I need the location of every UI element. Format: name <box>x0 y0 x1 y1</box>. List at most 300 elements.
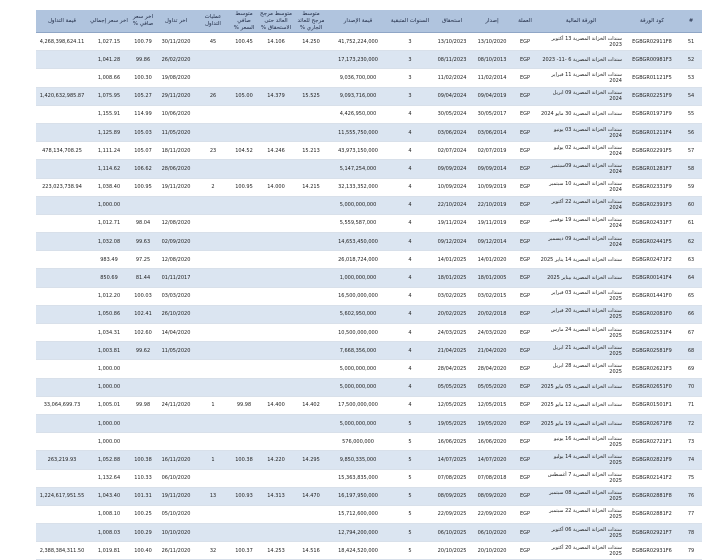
cell-weighted-ytm <box>258 123 294 141</box>
cell-last-trade-date <box>156 196 196 214</box>
cell-issue-date: 18/01/2005 <box>472 269 512 287</box>
cell-last-gross-price: 1,000.00 <box>88 414 130 432</box>
cell-currency: EGP <box>512 142 538 160</box>
cell-trade-value: 33,064,699.73 <box>36 396 88 414</box>
cell-last-net-price <box>130 433 156 451</box>
table-row <box>36 451 702 469</box>
cell-weighted-ytm <box>258 69 294 87</box>
cell-last-trade-date: 30/11/2020 <box>156 33 196 51</box>
cell-security-name: سندات الخزانة المصرية 19 نوفمبر 2024 <box>538 214 624 232</box>
cell-row-number: 61 <box>680 214 702 232</box>
cell-trade-value: 4,268,398,624.11 <box>36 33 88 51</box>
cell-last-trade-date: 14/04/2020 <box>156 324 196 342</box>
cell-weighted-current-yield <box>294 414 328 432</box>
cell-security-code: EGBGR02881F8 <box>624 487 680 505</box>
cell-last-net-price: 102.60 <box>130 324 156 342</box>
cell-weighted-ytm: 14.106 <box>258 33 294 51</box>
cell-security-code: EGBGR02331F9 <box>624 178 680 196</box>
cell-last-gross-price: 1,041.28 <box>88 51 130 69</box>
cell-last-trade-date: 26/11/2020 <box>156 542 196 560</box>
cell-remaining-years: 4 <box>388 287 432 305</box>
cell-issue-date: 09/09/2014 <box>472 160 512 178</box>
cell-security-name: سندات الخزانة المصرية 10 سبتمبر 2024 <box>538 178 624 196</box>
cell-security-code: EGBGR00141F4 <box>624 269 680 287</box>
cell-last-net-price: 106.62 <box>130 160 156 178</box>
table-header-row <box>36 10 702 33</box>
cell-issue-date: 16/06/2020 <box>472 433 512 451</box>
cell-trade-value <box>36 524 88 542</box>
cell-trade-count <box>196 287 230 305</box>
cell-security-name: سندات الخزانة المصرية 21 ابريل 2025 <box>538 342 624 360</box>
cell-last-gross-price: 1,050.86 <box>88 305 130 323</box>
cell-weighted-ytm <box>258 105 294 123</box>
cell-last-net-price: 100.25 <box>130 505 156 523</box>
cell-row-number: 69 <box>680 360 702 378</box>
table-row <box>36 196 702 214</box>
cell-weighted-current-yield: 14.295 <box>294 451 328 469</box>
cell-weighted-ytm <box>258 414 294 432</box>
cell-issue-value: 5,000,000,000 <box>328 378 388 396</box>
cell-remaining-years: 4 <box>388 396 432 414</box>
cell-row-number: 72 <box>680 414 702 432</box>
cell-weighted-current-yield: 14.215 <box>294 178 328 196</box>
cell-weighted-ytm: 14.220 <box>258 451 294 469</box>
cell-last-net-price: 105.07 <box>130 142 156 160</box>
cell-security-code: EGBGR01501F1 <box>624 396 680 414</box>
cell-security-code: EGBGR02251F9 <box>624 87 680 105</box>
cell-last-trade-date: 02/09/2020 <box>156 233 196 251</box>
cell-issue-date: 03/06/2014 <box>472 123 512 141</box>
cell-issue-date: 19/11/2019 <box>472 214 512 232</box>
cell-last-gross-price: 1,132.64 <box>88 469 130 487</box>
table-row <box>36 396 702 414</box>
cell-row-number: 60 <box>680 196 702 214</box>
cell-currency: EGP <box>512 51 538 69</box>
cell-avg-net-price: 105.00 <box>230 87 258 105</box>
cell-trade-value <box>36 287 88 305</box>
cell-trade-count: 13 <box>196 487 230 505</box>
cell-trade-value <box>36 105 88 123</box>
cell-maturity-date: 14/07/2025 <box>432 451 472 469</box>
cell-remaining-years: 5 <box>388 487 432 505</box>
header-last-trade-date: اخر تداول <box>156 10 196 33</box>
cell-avg-net-price: 104.52 <box>230 142 258 160</box>
cell-weighted-ytm <box>258 360 294 378</box>
cell-trade-value: 1,224,617,951.55 <box>36 487 88 505</box>
cell-last-trade-date: 01/11/2017 <box>156 269 196 287</box>
cell-currency: EGP <box>512 414 538 432</box>
cell-issue-date: 03/02/2015 <box>472 287 512 305</box>
cell-currency: EGP <box>512 487 538 505</box>
cell-issue-date: 22/09/2020 <box>472 505 512 523</box>
cell-weighted-current-yield: 14.250 <box>294 33 328 51</box>
cell-security-name: سندات الخزانة المصرية 6 -11- 2023 <box>538 51 624 69</box>
cell-maturity-date: 10/09/2024 <box>432 178 472 196</box>
cell-row-number: 66 <box>680 305 702 323</box>
cell-currency: EGP <box>512 105 538 123</box>
cell-issue-date: 07/08/2018 <box>472 469 512 487</box>
cell-issue-value: 5,000,000,000 <box>328 414 388 432</box>
cell-row-number: 51 <box>680 33 702 51</box>
cell-avg-net-price: 100.38 <box>230 451 258 469</box>
cell-weighted-ytm <box>258 196 294 214</box>
cell-trade-count <box>196 414 230 432</box>
cell-last-trade-date <box>156 378 196 396</box>
cell-security-name: سندات الخزانة المصرية 20 أكتوبر 2025 <box>538 542 624 560</box>
cell-row-number: 54 <box>680 87 702 105</box>
cell-security-name: سندات الخزانة المصرية 30 مايو 2024 <box>538 105 624 123</box>
cell-row-number: 57 <box>680 142 702 160</box>
cell-weighted-ytm <box>258 51 294 69</box>
cell-trade-count <box>196 233 230 251</box>
cell-remaining-years: 4 <box>388 324 432 342</box>
cell-trade-count <box>196 305 230 323</box>
cell-security-code: EGBGR02621F3 <box>624 360 680 378</box>
cell-issue-value: 5,000,000,000 <box>328 196 388 214</box>
header-currency: العملة <box>512 10 538 33</box>
cell-trade-count: 23 <box>196 142 230 160</box>
cell-currency: EGP <box>512 433 538 451</box>
cell-issue-value: 26,018,724,000 <box>328 251 388 269</box>
cell-issue-value: 9,093,716,000 <box>328 87 388 105</box>
cell-avg-net-price: 100.45 <box>230 33 258 51</box>
cell-row-number: 63 <box>680 251 702 269</box>
header-weighted-current-yield: متوسط مرجح للعائد الجاري % <box>294 10 328 33</box>
cell-last-gross-price: 1,005.01 <box>88 396 130 414</box>
cell-weighted-current-yield <box>294 105 328 123</box>
cell-row-number: 75 <box>680 469 702 487</box>
cell-last-trade-date <box>156 433 196 451</box>
cell-trade-count <box>196 214 230 232</box>
cell-weighted-ytm <box>258 524 294 542</box>
cell-trade-value: 2,388,384,311.50 <box>36 542 88 560</box>
cell-last-trade-date: 19/11/2020 <box>156 178 196 196</box>
cell-avg-net-price: 100.93 <box>230 487 258 505</box>
cell-last-trade-date: 11/05/2020 <box>156 123 196 141</box>
cell-security-name: سندات الخزانة المصرية 03 يونيو 2024 <box>538 123 624 141</box>
cell-row-number: 67 <box>680 324 702 342</box>
cell-remaining-years: 4 <box>388 123 432 141</box>
cell-avg-net-price <box>230 524 258 542</box>
cell-remaining-years: 5 <box>388 505 432 523</box>
cell-last-trade-date: 12/08/2020 <box>156 251 196 269</box>
cell-maturity-date: 03/02/2025 <box>432 287 472 305</box>
cell-avg-net-price <box>230 433 258 451</box>
cell-security-name: سندات الخزانة المصرية بيناير 2025 <box>538 269 624 287</box>
cell-last-gross-price: 1,012.71 <box>88 214 130 232</box>
cell-trade-value: 263,219.93 <box>36 451 88 469</box>
cell-weighted-ytm <box>258 378 294 396</box>
cell-trade-value <box>36 360 88 378</box>
cell-security-name: سندات الخزانة المصرية 12 مايو 2025 <box>538 396 624 414</box>
header-remaining-years: السنوات المتبقية <box>388 10 432 33</box>
cell-currency: EGP <box>512 505 538 523</box>
cell-issue-date: 28/04/2020 <box>472 360 512 378</box>
cell-weighted-current-yield <box>294 69 328 87</box>
cell-security-name: سندات الخزانة المصرية 16 يونيو 2025 <box>538 433 624 451</box>
cell-currency: EGP <box>512 287 538 305</box>
cell-weighted-current-yield <box>294 214 328 232</box>
cell-row-number: 70 <box>680 378 702 396</box>
cell-remaining-years: 3 <box>388 33 432 51</box>
cell-row-number: 64 <box>680 269 702 287</box>
cell-remaining-years: 3 <box>388 87 432 105</box>
cell-issue-date: 14/07/2020 <box>472 451 512 469</box>
cell-row-number: 73 <box>680 433 702 451</box>
cell-trade-value <box>36 251 88 269</box>
table-row <box>36 324 702 342</box>
cell-security-name: سندات الخزانة المصرية 09 ابريل 2024 <box>538 87 624 105</box>
cell-last-net-price: 100.79 <box>130 33 156 51</box>
cell-last-net-price: 105.03 <box>130 123 156 141</box>
cell-last-gross-price: 1,000.00 <box>88 378 130 396</box>
cell-issue-value: 14,653,450,000 <box>328 233 388 251</box>
table-row <box>36 105 702 123</box>
cell-trade-value <box>36 342 88 360</box>
cell-currency: EGP <box>512 524 538 542</box>
table-row <box>36 69 702 87</box>
cell-security-name: سندات الخزانة المصرية 14 يوليو 2025 <box>538 451 624 469</box>
cell-issue-value: 10,500,000,000 <box>328 324 388 342</box>
cell-maturity-date: 22/09/2025 <box>432 505 472 523</box>
cell-avg-net-price <box>230 51 258 69</box>
cell-avg-net-price <box>230 287 258 305</box>
cell-trade-count <box>196 469 230 487</box>
cell-last-net-price: 81.44 <box>130 269 156 287</box>
cell-trade-count <box>196 51 230 69</box>
cell-last-trade-date: 05/10/2020 <box>156 505 196 523</box>
header-issue-value: قيمة الإصدار <box>328 10 388 33</box>
cell-last-gross-price: 1,000.00 <box>88 360 130 378</box>
header-issue-date: إصدار <box>472 10 512 33</box>
table-row <box>36 305 702 323</box>
header-security-code: كود الورقة <box>624 10 680 33</box>
cell-currency: EGP <box>512 178 538 196</box>
table-row <box>36 342 702 360</box>
cell-avg-net-price <box>230 305 258 323</box>
cell-row-number: 76 <box>680 487 702 505</box>
cell-weighted-ytm <box>258 469 294 487</box>
cell-last-net-price: 99.98 <box>130 396 156 414</box>
cell-trade-count: 26 <box>196 87 230 105</box>
cell-last-gross-price: 1,043.40 <box>88 487 130 505</box>
cell-last-trade-date: 11/05/2020 <box>156 342 196 360</box>
cell-security-code: EGBGR02141F2 <box>624 469 680 487</box>
cell-last-net-price: 100.38 <box>130 451 156 469</box>
cell-row-number: 79 <box>680 542 702 560</box>
cell-security-name: سندات الخزانة المصرية 22 سبتمبر 2025 <box>538 505 624 523</box>
cell-security-code: EGBGR01281F7 <box>624 160 680 178</box>
cell-trade-value <box>36 305 88 323</box>
cell-issue-date: 12/05/2015 <box>472 396 512 414</box>
cell-trade-value <box>36 378 88 396</box>
cell-last-gross-price: 1,027.15 <box>88 33 130 51</box>
cell-last-net-price <box>130 360 156 378</box>
cell-last-gross-price: 1,038.40 <box>88 178 130 196</box>
cell-last-trade-date: 26/10/2020 <box>156 305 196 323</box>
cell-security-code: EGBGR02651F0 <box>624 378 680 396</box>
cell-remaining-years: 4 <box>388 305 432 323</box>
cell-issue-value: 9,036,700,000 <box>328 69 388 87</box>
cell-weighted-current-yield <box>294 360 328 378</box>
cell-row-number: 62 <box>680 233 702 251</box>
cell-trade-value: 1,420,632,985.87 <box>36 87 88 105</box>
cell-trade-count: 32 <box>196 542 230 560</box>
cell-maturity-date: 07/08/2025 <box>432 469 472 487</box>
cell-remaining-years: 4 <box>388 178 432 196</box>
cell-security-name: سندات الخزانة المصرية 24 مارس 2025 <box>538 324 624 342</box>
cell-last-net-price: 99.62 <box>130 342 156 360</box>
cell-maturity-date: 19/05/2025 <box>432 414 472 432</box>
cell-weighted-current-yield: 15.525 <box>294 87 328 105</box>
table-row <box>36 378 702 396</box>
cell-currency: EGP <box>512 378 538 396</box>
cell-security-code: EGBGR02721F1 <box>624 433 680 451</box>
cell-weighted-current-yield: 15.213 <box>294 142 328 160</box>
cell-remaining-years: 5 <box>388 469 432 487</box>
cell-last-trade-date: 19/08/2020 <box>156 69 196 87</box>
cell-issue-date: 30/05/2017 <box>472 105 512 123</box>
cell-issue-value: 5,000,000,000 <box>328 360 388 378</box>
cell-row-number: 56 <box>680 123 702 141</box>
cell-trade-count <box>196 69 230 87</box>
cell-weighted-current-yield <box>294 251 328 269</box>
cell-maturity-date: 20/02/2025 <box>432 305 472 323</box>
cell-remaining-years: 4 <box>388 214 432 232</box>
cell-last-net-price: 100.40 <box>130 542 156 560</box>
cell-weighted-ytm <box>258 269 294 287</box>
cell-issue-date: 08/09/2020 <box>472 487 512 505</box>
cell-currency: EGP <box>512 542 538 560</box>
cell-issue-date: 24/03/2020 <box>472 324 512 342</box>
cell-currency: EGP <box>512 324 538 342</box>
cell-avg-net-price <box>230 342 258 360</box>
cell-issue-value: 11,555,750,000 <box>328 123 388 141</box>
cell-security-name: سندات الخزانة المصرية 13 أكتوبر 2023 <box>538 33 624 51</box>
cell-last-net-price: 101.31 <box>130 487 156 505</box>
cell-currency: EGP <box>512 451 538 469</box>
cell-security-name: سندات الخزانة المصرية 06 أكتوبر 2025 <box>538 524 624 542</box>
cell-trade-count: 2 <box>196 178 230 196</box>
cell-issue-value: 576,000,000 <box>328 433 388 451</box>
cell-last-gross-price: 1,008.03 <box>88 524 130 542</box>
cell-avg-net-price <box>230 378 258 396</box>
cell-weighted-current-yield <box>294 123 328 141</box>
cell-row-number: 52 <box>680 51 702 69</box>
cell-last-net-price: 105.27 <box>130 87 156 105</box>
cell-issue-value: 43,973,150,000 <box>328 142 388 160</box>
cell-issue-date: 19/05/2020 <box>472 414 512 432</box>
cell-row-number: 65 <box>680 287 702 305</box>
cell-currency: EGP <box>512 87 538 105</box>
cell-last-net-price: 100.03 <box>130 287 156 305</box>
cell-avg-net-price <box>230 251 258 269</box>
table-row <box>36 51 702 69</box>
cell-weighted-current-yield <box>294 342 328 360</box>
cell-trade-count <box>196 123 230 141</box>
cell-trade-count: 1 <box>196 396 230 414</box>
cell-last-trade-date: 06/10/2020 <box>156 469 196 487</box>
table-row <box>36 433 702 451</box>
cell-issue-value: 9,850,335,000 <box>328 451 388 469</box>
cell-security-code: EGBGR02921F7 <box>624 524 680 542</box>
cell-maturity-date: 09/09/2024 <box>432 160 472 178</box>
cell-security-name: سندات الخزانة المصرية 11 فبراير 2024 <box>538 69 624 87</box>
cell-row-number: 74 <box>680 451 702 469</box>
cell-remaining-years: 4 <box>388 269 432 287</box>
cell-security-code: EGBGR02881F2 <box>624 505 680 523</box>
cell-remaining-years: 3 <box>388 69 432 87</box>
cell-weighted-ytm <box>258 160 294 178</box>
cell-issue-value: 16,500,000,000 <box>328 287 388 305</box>
cell-currency: EGP <box>512 233 538 251</box>
cell-weighted-ytm <box>258 233 294 251</box>
cell-issue-value: 1,000,000,000 <box>328 269 388 287</box>
cell-remaining-years: 5 <box>388 451 432 469</box>
cell-maturity-date: 22/10/2024 <box>432 196 472 214</box>
table-row <box>36 469 702 487</box>
table-row <box>36 178 702 196</box>
cell-trade-value <box>36 51 88 69</box>
cell-last-trade-date: 28/06/2020 <box>156 160 196 178</box>
cell-last-net-price: 99.86 <box>130 51 156 69</box>
cell-last-trade-date: 12/08/2020 <box>156 214 196 232</box>
cell-weighted-ytm <box>258 287 294 305</box>
cell-trade-value <box>36 69 88 87</box>
cell-security-code: EGBGR02931F6 <box>624 542 680 560</box>
cell-currency: EGP <box>512 214 538 232</box>
cell-last-gross-price: 1,008.10 <box>88 505 130 523</box>
header-last-gross-price: اخر سعر إجمالي <box>88 10 130 33</box>
cell-remaining-years: 4 <box>388 342 432 360</box>
cell-row-number: 78 <box>680 524 702 542</box>
cell-issue-date: 02/07/2019 <box>472 142 512 160</box>
cell-issue-value: 5,147,254,000 <box>328 160 388 178</box>
cell-security-code: EGBGR02531F4 <box>624 324 680 342</box>
cell-maturity-date: 14/01/2025 <box>432 251 472 269</box>
header-last-net-price: اخر سعر صافي % <box>130 10 156 33</box>
cell-avg-net-price <box>230 160 258 178</box>
cell-trade-count <box>196 251 230 269</box>
cell-avg-net-price: 99.98 <box>230 396 258 414</box>
header-row-number: # <box>680 10 702 33</box>
cell-maturity-date: 11/02/2024 <box>432 69 472 87</box>
cell-row-number: 71 <box>680 396 702 414</box>
cell-security-code: EGBGR02081F0 <box>624 305 680 323</box>
cell-weighted-current-yield <box>294 233 328 251</box>
cell-last-net-price <box>130 414 156 432</box>
cell-weighted-current-yield <box>294 433 328 451</box>
cell-maturity-date: 09/12/2024 <box>432 233 472 251</box>
cell-avg-net-price <box>230 505 258 523</box>
cell-security-name: سندات الخزانة المصرية 28 ابريل 2025 <box>538 360 624 378</box>
cell-maturity-date: 06/10/2025 <box>432 524 472 542</box>
cell-maturity-date: 02/07/2024 <box>432 142 472 160</box>
cell-security-name: سندات الخزانة المصرية 09سبتمبر 2024 <box>538 160 624 178</box>
cell-issue-date: 10/09/2019 <box>472 178 512 196</box>
table-row <box>36 233 702 251</box>
cell-trade-value <box>36 433 88 451</box>
cell-avg-net-price <box>230 69 258 87</box>
cell-weighted-current-yield: 14.516 <box>294 542 328 560</box>
cell-weighted-ytm <box>258 251 294 269</box>
cell-last-gross-price: 1,000.00 <box>88 433 130 451</box>
cell-currency: EGP <box>512 69 538 87</box>
cell-last-trade-date: 19/11/2020 <box>156 487 196 505</box>
cell-weighted-ytm: 14.253 <box>258 542 294 560</box>
cell-security-code: EGBGR01211F4 <box>624 123 680 141</box>
cell-security-code: EGBGR00981F3 <box>624 51 680 69</box>
